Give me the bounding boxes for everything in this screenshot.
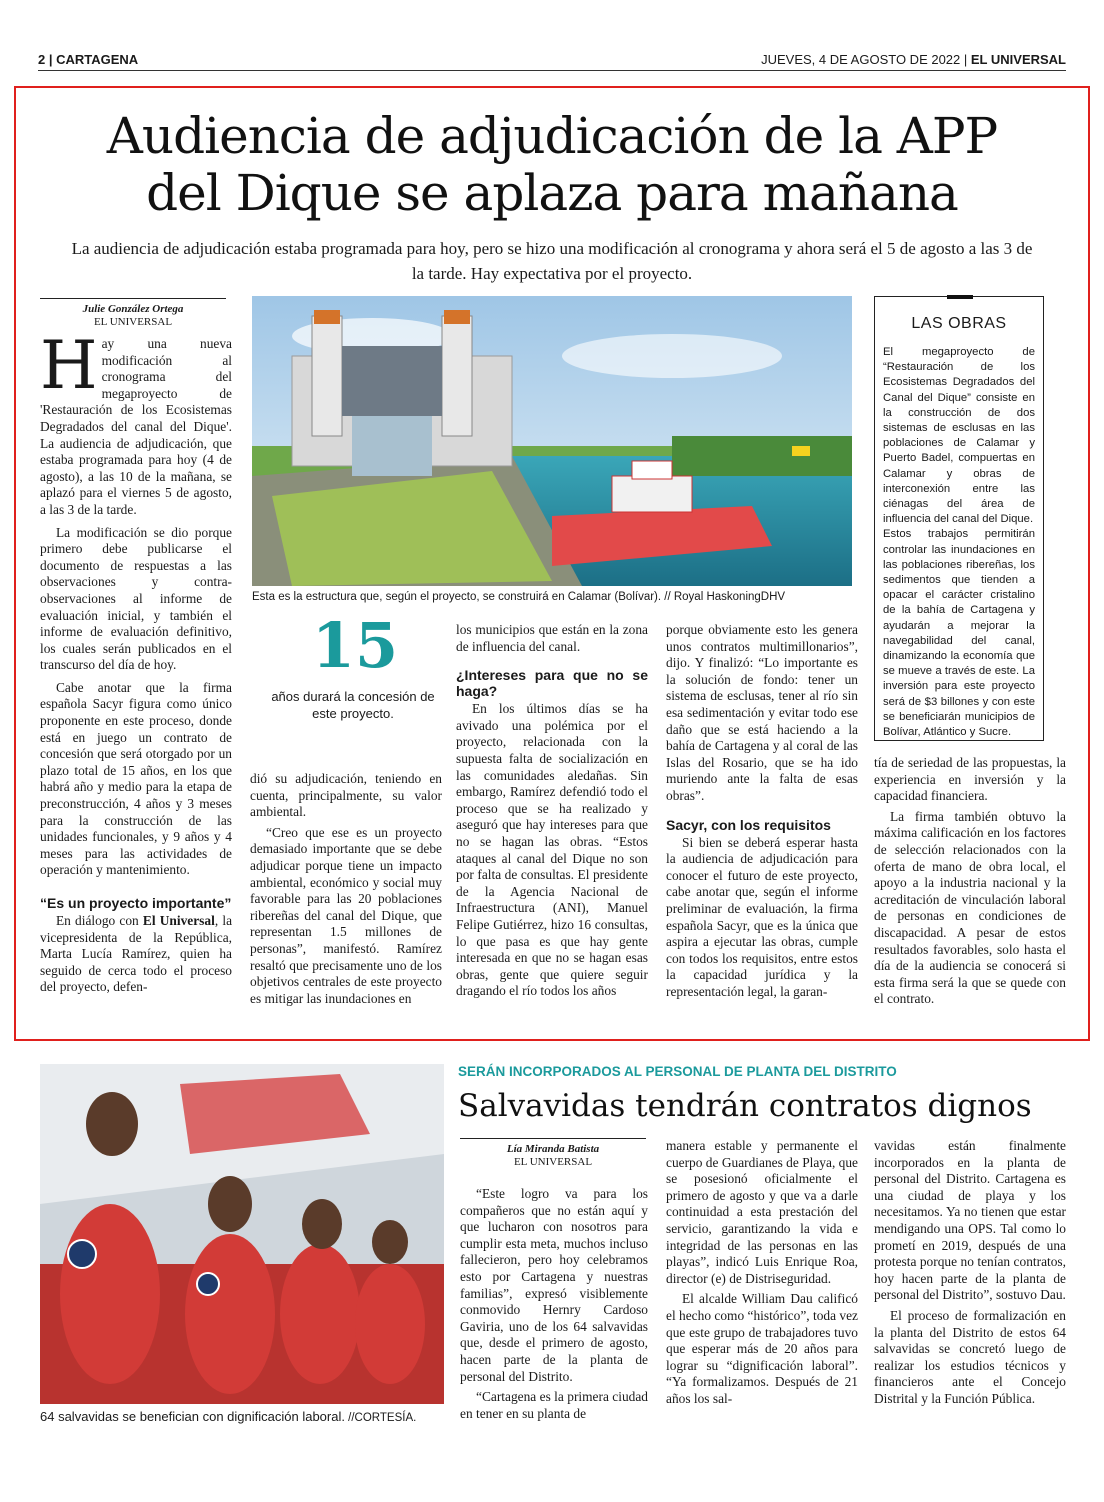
big-number-caption: años durará la concesión de este proyecto.: [271, 689, 435, 721]
lock-structure-illustration: [252, 296, 852, 586]
article2-column-1: [460, 1186, 648, 1422]
paragraph: “Este logro va para los compañeros que no están aquí y que lucharon con nosotros para cumplir esta meta, muchos incluso fallecieron, pero hoy celebramos esto por Cartagena y nuestras familias”, expresó visiblemente conmovido Hernry Cardoso Gaviria, uno de los 64 salvavidas que, desde el primero de agosto, hacen parte de la planta de personal del Distrito.: [460, 1186, 648, 1384]
paper-name: EL UNIVERSAL: [970, 52, 1066, 67]
paragraph: Si bien se deberá esperar hasta la audiencia de adjudicación para conocer el futuro de este proyecto, cabe anotar que, según el informe preliminar de evaluación, la firma española Sacyr, que es la única que aspira a ejecutar las obras, cumple con todos los requisitos, entre estos la capacidad jurídica y la representación legal, la garan-: [666, 834, 858, 999]
paragraph: manera estable y permanente el cuerpo de Guardianes de Playa, que se posesionó oficialmente el primero de agosto y que va a darle continuidad a esta prestación del servicio, garantizando la vida e integridad de las personas en las playas”, indicó Luis Enrique Roa, director (e) de Distriseguridad.: [666, 1138, 858, 1286]
article-column-1: [40, 327, 233, 996]
sidebar-body: [883, 345, 1035, 740]
paper-mention: El Universal: [142, 913, 215, 928]
article-column-5: [874, 755, 1066, 1008]
headline-line-2: del Dique se aplaza para mañana: [146, 164, 958, 222]
article-column-3: [456, 622, 648, 1000]
article2-byline: [460, 1138, 646, 1169]
page-header: [38, 52, 1066, 71]
sidebar-paragraph: El megaproyecto de “Restauración de los Ecosistemas Degradados del Canal del Dique” consiste en la construcción de dos sistemas de esclusas en las poblaciones de Calamar y Puerto Badel, compuertas en Calamar y obras de interconexión entre las ciénagas del área de influencia del canal del Dique.: [883, 346, 1035, 526]
paragraph: “Cartagena es la primera ciudad en tener en su planta de: [460, 1389, 648, 1421]
sidebar-tag-mark: [947, 295, 973, 299]
author-name: Lía Miranda Batista: [506, 1143, 600, 1155]
lifeguards-photo-caption: [40, 1410, 444, 1425]
issue-date: JUEVES, 4 DE AGOSTO DE 2022: [761, 52, 961, 67]
text-run: , la vicepresidenta de la República, Marta Lucía Ramírez, quien ha seguido de cerca todo el proceso del proyecto, defen-: [40, 913, 233, 995]
photo-caption: Esta es la estructura que, según el proyecto, se construirá en Calamar (Bolívar). // Royal HaskoningDHV: [252, 591, 786, 603]
paragraph: vavidas están finalmente incorporados en la planta de personal del Distrito. Cartagena es una ciudad de playa y los necesitamos. Ya no tienen que estar mendigando una OPS. Tal como lo prometí en 2019, después de una protesta porque no tenían contratos, hoy hacen parte de la planta de personal del Distrito”, sostuvo Dau.: [874, 1138, 1066, 1303]
sidebar-las-obras: [874, 296, 1044, 741]
paragraph: “Creo que ese es un proyecto demasiado importante que se debe adjudicar porque tiene un impacto ambiental, económico y social muy favorable para las 20 poblaciones ribereñas del canal del Dique, que representan 1.5 millones de personas”, manifestó. Ramírez resaltó que precisamente uno de los objetivos centrales de este proyecto es mitigar las inundaciones en: [250, 824, 442, 1006]
paragraph: [40, 913, 232, 996]
byline: [40, 298, 226, 329]
author-name: Julie González Ortega: [82, 303, 184, 315]
article-column-4: [666, 622, 858, 1000]
paragraph: ay una nueva modificación al cronograma del megaproyecto de 'Restauración de los Ecosistemas Degradados del canal del Dique'. La audiencia de adjudicación, que estaba programada para hoy (4 de agosto), a las 10 de la mañana, se aplazó para el viernes 5 de agosto, a las 3 de la tarde.: [40, 336, 232, 517]
paragraph: El proceso de formalización en la planta del Distrito de estos 64 salvavidas se concretó luego de realizar los estudios técnicos y financieros ante el Concejo Distrital y la Función Pública.: [874, 1307, 1066, 1406]
text-run: En diálogo con: [56, 913, 143, 928]
article2-kicker: SERÁN INCORPORADOS AL PERSONAL DE PLANTA DEL DISTRITO: [458, 1064, 897, 1079]
lifeguards-photo: [40, 1064, 444, 1404]
sidebar-paragraph: Estos trabajos permitirán controlar las inundaciones en las poblaciones ribereñas, los sedimentos que tienden a opacar el carácter cristalino de la bahía de Cartagena y ayudarán a mejorar la navegabilidad del canal, dinamizando la economía que se mueve a través de este. La inversión para este proyecto será de $3 billones y con este se beneficiarán municipios de Bolívar, Atlántico y Sucre.: [883, 528, 1035, 739]
headline-line-1: Audiencia de adjudicación de la APP: [106, 107, 998, 165]
section-heading: “Es un proyecto importante”: [40, 895, 232, 911]
subheadline: La audiencia de adjudicación estaba programada para hoy, pero se hizo una modificación al cronograma y ahora será el 5 de agosto a las 3 de la tarde. Hay expectativa por el proyecto.: [71, 239, 1033, 283]
drop-cap: H: [40, 327, 98, 404]
page-date-line: JUEVES, 4 DE AGOSTO DE 2022 | EL UNIVERSAL: [761, 52, 1066, 67]
big-number: 15: [311, 609, 399, 682]
article2-column-3: [874, 1138, 1066, 1408]
paragraph: dió su adjudicación, teniendo en cuenta, principalmente, su valor ambiental.: [250, 771, 442, 820]
paragraph: los municipios que están en la zona de influencia del canal.: [456, 622, 648, 654]
article-column-2: [250, 771, 442, 1007]
section-heading: ¿Intereses para que no se haga?: [456, 667, 648, 700]
caption-credit: //CORTESÍA.: [344, 1412, 417, 1424]
paragraph: El alcalde William Dau calificó el hecho como “histórico”, toda vez que este grupo de trabajadores tuvo que esperar más de 20 años para lograr su “dignificación laboral”. “Ya formalizamos. Después de 21 años los sal-: [666, 1291, 858, 1406]
paragraph: porque obviamente esto les genera unos contratos multimillonarios”, dijo. Y finalizó: “Lo importante es la solución de fondo: tener un sistema de esclusas, tener al río sin esa sedimentación y evitar todo ese daño que se está haciendo a la bahía de Cartagena y al coral de las Islas del Rosario, que se ha ido muriendo ante la falta de esas obras”.: [666, 622, 858, 803]
paragraph: La modificación se dio porque primero debe publicarse el documento de respuestas a las observaciones y contra-observaciones al informe de evaluación inicial, y también el informe de evaluación definitivo, los cuales serán publicados en el transcurso del día de hoy.: [40, 524, 232, 673]
author-outlet: EL UNIVERSAL: [513, 1156, 593, 1168]
section-heading: Sacyr, con los requisitos: [666, 816, 831, 833]
main-headline: [40, 108, 1064, 222]
article2-headline: Salvavidas tendrán contratos dignos: [458, 1088, 1032, 1124]
paragraph: La firma también obtuvo la máxima calificación en los factores de selección relacionados con la oferta de mano de obra local, el apoyo a la industria nacional y la acreditación de vinculación laboral de personas en condiciones de discapacidad. A pesar de estos resultados favorables, solo hasta el día de la audiencia se conocerá si esta firma será la que se quede con el contrato.: [874, 808, 1066, 1007]
sidebar-title: LAS OBRAS: [911, 315, 1007, 332]
paragraph: En los últimos días se ha avivado una polémica por el proyecto, relacionada con la supuesta falta de socialización en las comunidades aledañas. Sin embargo, Ramírez defendió todo el proceso que se ha realizado y aseguró que hay intereses para que no se hagan las obras. “Estos ataques al canal del Dique no son por falta de consultas. El presidente de la Agencia Nacional de Infraestructura (ANI), Manuel Felipe Gutiérrez, hizo 16 consultas, lo que pasa es que hay gente interesada en que no se hagan esas obras, gente que quiere seguir dragando el río todos los años: [456, 701, 648, 999]
article2-column-2: [666, 1138, 858, 1408]
author-outlet: EL UNIVERSAL: [93, 316, 173, 328]
page-section-label: 2 | CARTAGENA: [38, 52, 139, 67]
paragraph: Cabe anotar que la firma española Sacyr figura como único proponente en este proceso, donde está en juego un contrato de concesión que será otorgado por un plazo total de 15 años, en los que habrá año y medio para la etapa de preconstrucción, 4 años y 3 meses para la construcción de las unidades funcionales, y 9 años y 4 meses para las actividades de operación y mantenimiento.: [40, 679, 232, 878]
caption-text: 64 salvavidas se benefician con dignificación laboral.: [40, 1409, 345, 1424]
paragraph: tía de seriedad de las propuestas, la experiencia en inversión y la capacidad financiera.: [874, 755, 1066, 804]
